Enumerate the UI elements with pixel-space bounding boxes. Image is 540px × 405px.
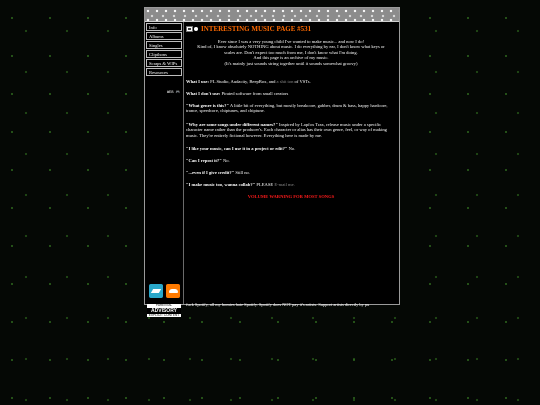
main-content [185,23,397,307]
intro-line: Kind of, I know absolutely NOTHING about music. I do everything by ear, I don't know what keys or [197,44,385,50]
answer: Still no. [235,170,250,175]
qa-genre [186,103,395,114]
sparkle-banner [145,8,399,22]
answer: Pirated software from small creators [221,91,289,96]
qa-different-names [186,122,395,138]
answer: PLEASE [256,182,274,187]
qa-collab [186,182,395,187]
computer-icon [186,26,193,32]
nav-item-info[interactable]: Info [146,23,182,31]
intro-text [185,39,397,66]
soundcloud-icon[interactable] [166,284,180,298]
web-badge[interactable]: WEB 🎮 [167,91,181,95]
question: "I like your music, can I use it in a project or edit?" [186,146,288,151]
social-links [149,284,182,300]
page-title: INTERESTING MUSIC PAGE #531 [201,25,312,33]
nav-item-albums[interactable]: Albums [146,32,182,40]
intro-line: (It's mainly just sounds string together until it sounds somewhat groovy) [224,60,358,66]
question: "...even if I give credit?" [186,170,235,175]
question: What I use: [186,79,209,84]
question: "Why are some songs under different names?" [186,122,278,127]
question: What I don't use: [186,91,221,96]
answer: Inspired by Lapfox Trax, release music under a specific character name rather than the producer's. Each character or alias has their own genre, feel, or way of making music. They're entirely fictional however. Everything here is made by me. [186,122,387,138]
answer: FL Studio, Audacity, BeepBox, and [210,79,276,84]
qa-what-i-use [186,79,395,84]
question: "Can I repost it?" [186,158,222,163]
qa-what-i-dont-use [186,91,395,96]
nav-item-resources[interactable]: Resources [146,68,182,76]
advisory-line-2: ADVISORY [147,309,181,314]
answer: No. [288,146,296,151]
volume-warning: VOLUME WARNING FOR MOST SONGS [247,194,335,199]
nav-item-singles[interactable]: Singles [146,41,182,49]
disc-icon [194,27,198,31]
intro-line: And this page is an archive of my music. [253,55,329,61]
main-frame [144,7,400,317]
title-row [186,25,396,34]
qa-repost [186,158,395,163]
answer: No. [222,158,230,163]
vst-link[interactable]: a shit ton [276,79,294,84]
question: "I make music too, wanna collab?" [186,182,256,187]
answer: A little bit of everything, but mostly breakcore, gabber, drum & bass, happy hardcore, trance, speedcore, chiptunes, and chiptune. [186,103,388,114]
intro-line: Ever since I was a very young child I've wanted to make music... and now I do! [217,39,365,44]
email-link[interactable]: E-mail me. [274,182,295,187]
answer-tail: of VSTs. [294,79,311,84]
intro-line: scales are. Don't expect too much from me, I don't know what I'm doing. [224,49,358,55]
advisory-line-3: EXPLICIT CONTENT [148,312,180,317]
advisory-line-1: PARENTAL [147,304,181,309]
question: "What genre is this?" [186,103,229,108]
sidebar [145,22,184,317]
qa-credit [186,170,395,175]
parental-advisory-logo [147,304,181,317]
bandcamp-icon[interactable] [149,284,163,298]
nav-item-clipthons[interactable]: Clipthons [146,50,182,58]
nav-item-scraps-wips[interactable]: Scraps & WIPs [146,59,182,67]
qa-use-in-project [186,146,395,151]
footer-text: fuck Spotify, all my homies hate Spotify. Spotify does NOT pay it's artists. Support artists directly by pu [186,302,370,307]
